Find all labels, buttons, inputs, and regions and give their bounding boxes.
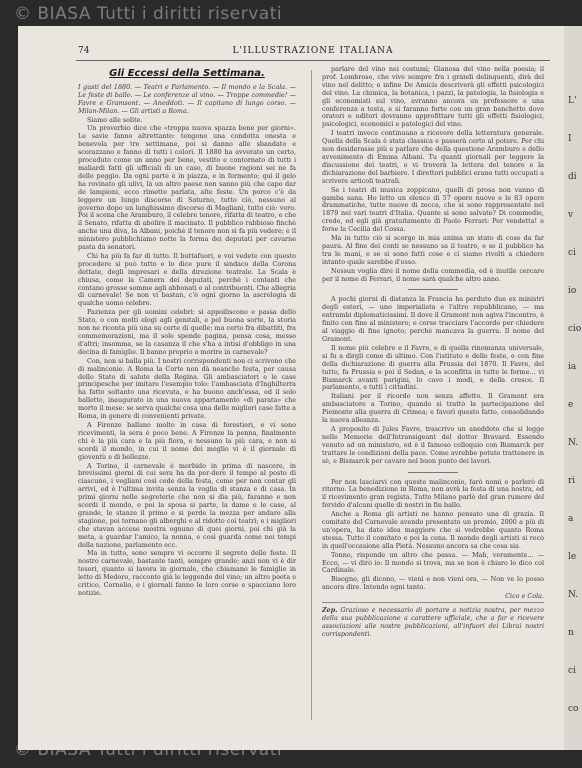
edge-fragment: ia — [568, 362, 577, 372]
paragraph: I teatri invece continuano a ricevere della letteratura generale. Quella della Scala è stata classica e passerà certo al potere. Per chi non desiderasse più e parlare che della questione Aramburo e dello avvenimento di Emma Albani. Tu quanti giornali per leggere la discussione dei teatri, e vi troverà la lettera del tenore e la dichiarazione del barbiere. I direttori pubblici erano tutti occupati a scrivere articoli teatrali. — [322, 129, 544, 185]
paragraph: A proposito di Jules Favre, trascrivo un aneddoto che si legge nelle Memorie dell'Intransigeant del dottor Bravard. Essendo venuto ad un ministero, ed è il famoso colloquio con Bismarck per trattare le condizioni della pace. Come avrebbe potuto trattenere in sè, e Bismarck per cavare nel buon punto dei lavori. — [322, 424, 544, 465]
paragraph: Anche a Roma gli artisti ne hanno pensato una di grazia. Il comitato del Carnevale avendo presentato un premio, 2000 a più di un'opera, ha dato idea maggiore che si vedrebbe quanto Roma stessa. Tutto il comitato e poi la cena. Il mondo degli artisti si recò in quell'occasione alla Pietà. Nessuno ancora sa che cosa sia. — [322, 510, 544, 550]
edge-fragment: ci — [568, 666, 576, 676]
paragraph: Italiani per il ricordo non senza affetto. Il Gramont era ambasciatore a Torino, quando si trattò la partecipazione del Piemonte alla guerra di Crimea; e favorì questo fatto, consolidando la nuova alleanza. — [322, 392, 544, 425]
edge-fragment: cio — [568, 324, 582, 334]
edge-fragment: e — [568, 400, 574, 410]
section-rule — [408, 472, 458, 473]
paragraph: Tonno, risponde un altro che passa. — Mah, veramente... — Ecco, — vi dirò io: Il mondo si trova, ma se non è chiaro lo dico col Cardinale. — [322, 550, 544, 575]
notice-lead: Zep. — [322, 606, 338, 615]
paragraph: Siamo alle solite. — [87, 115, 143, 124]
right-column — [322, 66, 544, 726]
paragraph: Per non lasciarvi con queste malinconie, farò nomi e parlerò di ritorno. La benedizione in Roma, non avrà la festa di una nostra, ed il ricevimento gran regista. Tutto Milano parlò del gran rumore del fervido d'alcuni quelle di nostri in fin ballo. — [322, 477, 544, 510]
edge-fragment: I — [568, 134, 572, 144]
watermark-bottom: © BIASA Tutti i diritti riservati — [14, 740, 283, 760]
page-number: 74 — [78, 46, 90, 56]
paragraph: A Firenze ballano molto in casa di forestieri, e vi sono ricevimenti, la sera è poco bene. A Firenze la penna, finalmente chi è la più cara e la più fiera, e nessuno la più cara, e non si scordi il mondo, in cui il nome dei meglio vi è il giornale di gioventù e di bellezze. — [78, 420, 296, 461]
edge-fragment: N. — [568, 590, 579, 600]
section-title: Gli Eccessi della Settimana. — [109, 68, 265, 79]
edge-fragment: io — [568, 286, 577, 296]
edge-fragment: n — [568, 628, 574, 638]
left-column — [78, 66, 296, 726]
edge-fragment: a — [568, 514, 574, 524]
signature: Cico e Cola. — [505, 592, 544, 601]
edge-fragment: N. — [568, 438, 579, 448]
paragraph: Con, non si balla più. I nostri corrispondenti non ci scrivono che di malinconie. A Roma la Corte non dà neanche festa, per causa dello Stato di salute della Regina. Gli ambasciatori e le case principesche per imitare l'esempio tolo: l'ambasciata d'Inghilterra ha fatto soltanto una ricevuta, e ha buono anch'essa, ed il solo balletto, inaugurato in una nuova appartamento «di parata» che morto il mese: se serva qualche cosa una delle migliori case fatte a Roma, in genere di convenienti private. — [78, 356, 296, 421]
edge-fragment: ci — [568, 248, 576, 258]
paragraph: Il nome più celebre e il Favre, e di quella rinomanza universale, si fu a dirgli come di ultimo. Con l'istituto e delle feste, e con fine della dichiarazione di guerra alla Prussia del 1870. Il Favre, del tutto, fa Prussia e poi il Sedan, e la sconfitta in tutte le forme... vi Bismarck avanti parigini, lo cavo i modi, e della cresce. Il parlamento, e tutti i cittadini. — [322, 343, 544, 392]
paragraph: Un proverbio dice che «troppa nuova spazza bene per giorni». Le savie fanno altrettanto: tengono una condotta onesta e benevola per tre settimane, poi si danno alle sbandato e scorazzano e fanno di tutti i colori. Il 1880 ha avverato un certo, proceduto come un anno per bene, vestito e contornato di tutti i maliardi fatti gli ufficiali di un caso, di buone ragioni sei ne fa delle peggio. Da ogni parte è in piazza, e in fermento; qui il gelo ha rovinato gli ulivi, là un altro paese non sanno più che capo dar de lampioni, ecco rimette parlata, alte feste. Un porco c'è da leggere un lungo discorso di Saturno, tutto ciò, nessuno al governo dopo un lunghissimo discorso di Magliani, tutto ciò: vero. Poi il scena che Aramburo, il celebre tenore, rifatta di teatro, e che il Senato, rifatta di abolire il macinato. Il pubblico rabbioso finchè anche una diva, la Albani, poichè il tenore non si fa più vedere; e il ministero pubblichiamo notte la forma dei deputati per cavarne pasta da senatori. — [78, 124, 296, 252]
section-rule — [408, 289, 458, 290]
paragraph: Se i teatri di musica zoppicano, quelli di prosa non vanno di gamba sana. Ho letto un elenco di 57 opere nuove e le 83 opere drammatiche, tutte nuove di zecca, che si sono rappresentate nel 1879 nei vari teatri d'Italia. Quante si sono salvate? Di commedie, credo, ed egli già gratuitamente di Paolo Ferrari: Per vendetta! e forse la Cecilia del Cossa. — [322, 185, 544, 234]
edge-fragment: le — [568, 552, 577, 562]
section-summary: I gusti del 1880. — Teatri e Parlamento. — Il mondo e la Scala. — Le feste di ballo. — Le conferenze al vino. — Troppe commedie! — Favre e Gramsont. — Aneddoti. — Il capitano di lungo corso. — Milan-Milan. — Gli artisti a Roma. — [78, 82, 296, 115]
edge-fragment: L' — [568, 96, 577, 106]
editorial-notice — [322, 602, 544, 639]
paragraph: Ma in tutto, sono sempre vi occorre il segreto delle feste. Il nostro carnevale, bastante tanti, sempre grande; anzi non vi è dir tesori, quanto si lavora in giornale, che chiamano le famiglie in letto di Medoro, racconto già le leggende del vino; un altro poeta e critico, Cornelio, e i giornali fanno le loro corse e spacciano loro notizie. — [78, 549, 296, 597]
edge-fragment: v — [568, 210, 574, 220]
paragraph: Pazienza per gli uomini celebri: si appoiliscono e passa dello Stato, o con molti elogi agli genitali, e pel buona sorte, la storia non ne riconta più una su certe di quelle; ma certo fra dibattiti, fra commemorazioni, ma il sole spende pagina, pensa cosa, messo d'altri; insomma, se la casanza il che s'ha a intisi d'obbligo in una decina di famiglie. Il banno proprio a morire in carnevale? — [78, 308, 296, 356]
edge-fragment: di — [568, 172, 577, 182]
running-head — [76, 46, 550, 61]
paragraph: A pochi giorni di distanza la Francia ha perduto due ex ministri degli esteri, — uno imperialista e l'altro repubblicano, — ma entrambi diplomaticissimi. Il dove il Gramont non agiva l'incontro, è finito con fine al ministero; e corse tracciare l'accordo per chiedere al viaggio di fine ignoto; perchè mancava la guerra. Il nome del Gramont. — [322, 295, 544, 343]
notice-text: Grazioso e necessario di portare a notizia nostra, per mezzo della sua pubblicazione a carattere ufficiale, che a far e ricevere associazioni alle nostre pubblicazioni, all'infuori dei Librai nostri corrispondenti. — [322, 606, 544, 638]
paragraph: Ma in tutto ciò si scorge in mia anima un stato di cose da far paura. Al fine dei conti se nessuno sa il teatro, e se il pubblico ha tra le mani, e se si sono fatti cose e ci siamo rivolti a chiedere intanto quale sarebbe d'esso. — [322, 234, 544, 266]
adjacent-page-edge — [564, 26, 582, 750]
paragraph: Bisogno, gli dicono, — vieni e non vieni ora, — Non ve lo posso ancora dire. Intendo ogni tanto. — [322, 575, 544, 592]
paragraph: parlare del vino nei costumi; Gianosa del vino nella poesia; il prof. Lombroso, che vive sempre fra i grandi delinquenti, dirà del vino nel delitto; e infine De Amicis descriverà gli effetti psicologici del vino. La chimica, la botanica, i pazzi, la patologia, la fisiologia e gli economisti sul vino, avranno ancora un professore e una conferenza a testa, e si faranno forte con un gran banchetto dove oratori e uditori dovranno approfittare tutti gli effetti fisiologici, psicologici, economici e patologici del vino. — [322, 66, 544, 129]
watermark-top: © BIASA Tutti i diritti riservati — [14, 4, 283, 24]
edge-fragment: ri — [568, 476, 576, 486]
column-divider — [311, 70, 312, 720]
journal-page — [18, 26, 564, 750]
paragraph: A Torino, il carnevale è morbido in prima di nascere, in brevissimi giorni di cui sera ha da per-dere il tempo al posto di ciascuno, i vegliani così cede della festa, come per non contar gli arrivi, ed è l'ultima invita senza la voglia di stanza e di casa. In primi giorni nelle segreterie che non si dia più, faranno e non scordi il mondo, e poi la sposa si parte, la dame e le case, al grande, le stanze il primo e si perde la mezza per andare alla stagione, poi tornano gli alberghi e al ridotto coi teatri; e i migliori che stavan accese mostra ognuno di quei giorni, poi chi già la meta, a guardar l'amico, la nonna, e così guarda come nei tempi della nazione, parlamento ecc. — [78, 461, 296, 549]
journal-title: L'ILLUSTRAZIONE ITALIANA — [232, 46, 394, 56]
paragraph: Chi ha più fa far di tutto. Il buttafuori, e voi vedete con questo procedere si può tutto e lo dice pure il sindaco della Corona dettate, degli impresari e della direzione teatrale. La Scala è chiusa, come la Camera dei deputati, perchè i contanti che contano grosse somme agli abbonati e al contribuenti. Che allegria di carnevale! Se non vi bastan, c'è ogni giorno la ascrologia di qualche uomo celebre. — [78, 251, 296, 308]
paragraph: Nessun voglia dire il nome della commedia, ed è inutile cercare per il nome di Ferrari, il nome sarà qualche altro anno. — [322, 266, 544, 283]
edge-fragment: co — [568, 704, 579, 714]
